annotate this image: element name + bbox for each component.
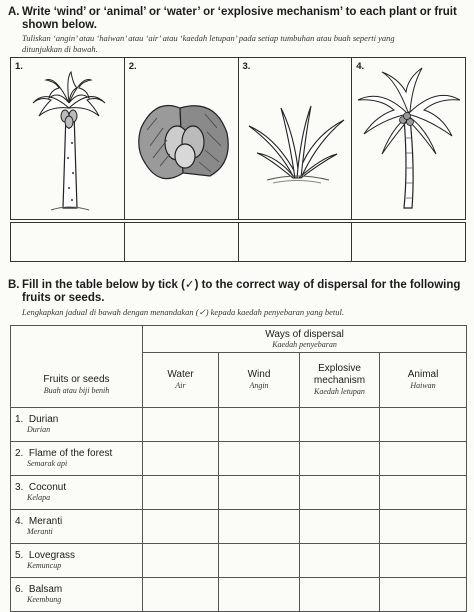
column-header-animal (380, 353, 467, 408)
column-header-label: Animal (407, 369, 439, 380)
dispersal-table (10, 325, 467, 612)
tick-cell-animal[interactable] (380, 442, 467, 476)
fruit-name-ms: Durian (27, 425, 51, 434)
picture-grid (10, 57, 466, 220)
fruit-cell (11, 544, 143, 578)
fruit-cell (11, 442, 143, 476)
section-a-title (8, 6, 468, 34)
papaya-tree-icon (11, 58, 125, 219)
table-row (11, 578, 467, 612)
section-b-letter: B. (8, 279, 20, 291)
picture-cell-4 (352, 58, 465, 219)
tick-cell-wind[interactable] (219, 442, 300, 476)
picture-cell-1 (11, 58, 125, 219)
picture-number: 3. (242, 61, 251, 72)
column-header-label: Water (167, 369, 194, 380)
grass-plant-icon (239, 58, 353, 219)
ways-header-ms: Kaedah penyebaran (272, 339, 337, 349)
coconut-palm-icon (352, 58, 466, 219)
section-a-instruction-malay (22, 33, 472, 55)
picture-number: 4. (356, 61, 365, 72)
section-a-sub-line2: ditunjukkan di bawah. (22, 44, 98, 54)
fruit-name: 1. Durian (15, 414, 59, 425)
tick-cell-water[interactable] (143, 510, 219, 544)
tick-cell-explosive[interactable] (300, 408, 380, 442)
tick-cell-water[interactable] (143, 442, 219, 476)
tick-cell-animal[interactable] (380, 544, 467, 578)
section-a-title-line1: Write ‘wind’ or ‘animal’ or ‘water’ or ‘explosive mechanism’ to each plant or fruit (22, 6, 457, 18)
fruits-header-en: Fruits or seeds (43, 373, 110, 385)
fruit-cell (11, 578, 143, 612)
fruit-cell (11, 408, 143, 442)
answer-box-3[interactable] (239, 223, 353, 261)
tick-cell-water[interactable] (143, 544, 219, 578)
fruit-name-ms: Kelapa (27, 493, 51, 502)
column-header-label-ms: Haiwan (410, 381, 436, 390)
table-row (11, 476, 467, 510)
table-row (11, 408, 467, 442)
column-header-label: Explosive mechanism (313, 363, 366, 386)
tick-cell-explosive[interactable] (300, 476, 380, 510)
fruit-name-ms: Meranti (27, 527, 53, 536)
tick-cell-wind[interactable] (219, 544, 300, 578)
column-header-explosive (300, 353, 380, 408)
section-a-sub-line1: Tuliskan ‘angin’ atau ‘haiwan’ atau ‘air’ atau ‘kaedah letupan’ pada setiap tumbuhan atau buah seperti yang (22, 33, 395, 43)
tick-cell-animal[interactable] (380, 578, 467, 612)
picture-cell-3 (239, 58, 353, 219)
tick-cell-wind[interactable] (219, 476, 300, 510)
answer-box-1[interactable] (11, 223, 125, 261)
fruit-name: 3. Coconut (15, 482, 67, 493)
tick-cell-wind[interactable] (219, 578, 300, 612)
tick-cell-water[interactable] (143, 408, 219, 442)
section-b-sub-line1: Lengkapkan jadual di bawah dengan menandakan (✓) kepada kaedah penyebaran yang betul. (22, 307, 345, 317)
fruit-cell (11, 476, 143, 510)
ways-header-en: Ways of dispersal (265, 328, 344, 340)
tick-cell-wind[interactable] (219, 510, 300, 544)
table-row (11, 510, 467, 544)
tick-cell-animal[interactable] (380, 510, 467, 544)
fruit-name: 6. Balsam (15, 584, 63, 595)
fruit-name: 5. Lovegrass (15, 550, 76, 561)
picture-cell-2 (125, 58, 239, 219)
section-a-letter: A. (8, 6, 20, 18)
section-b-title-line1: Fill in the table below by tick (✓) to the correct way of dispersal for the following (22, 279, 461, 291)
fruit-name: 2. Flame of the forest (15, 448, 113, 459)
column-header-label-ms: Angin (249, 381, 269, 390)
tick-cell-explosive[interactable] (300, 578, 380, 612)
split-fruit-icon (125, 58, 239, 219)
fruit-name: 4. Meranti (15, 516, 63, 527)
section-a-title-line2: shown below. (22, 19, 97, 31)
answer-box-4[interactable] (352, 223, 465, 261)
fruit-cell (11, 510, 143, 544)
picture-number: 2. (128, 61, 137, 72)
tick-cell-explosive[interactable] (300, 442, 380, 476)
table-row (11, 544, 467, 578)
tick-cell-animal[interactable] (380, 408, 467, 442)
fruits-header-ms: Buah atau biji benih (43, 385, 110, 395)
tick-cell-water[interactable] (143, 578, 219, 612)
tick-cell-water[interactable] (143, 476, 219, 510)
column-header-label-ms: Kaedah letupan (314, 387, 365, 396)
tick-cell-wind[interactable] (219, 408, 300, 442)
tick-cell-explosive[interactable] (300, 544, 380, 578)
fruit-name-ms: Semarak api (27, 459, 68, 468)
answer-row-a (10, 222, 466, 262)
section-b-title-line2: fruits or seeds. (22, 292, 105, 304)
column-header-label: Wind (247, 369, 271, 380)
column-header-water (143, 353, 219, 408)
section-b-instruction-malay (22, 307, 472, 318)
picture-number: 1. (15, 61, 23, 72)
table-row (11, 442, 467, 476)
ways-of-dispersal-header (143, 326, 467, 353)
column-header-wind (219, 353, 300, 408)
answer-box-2[interactable] (125, 223, 239, 261)
fruit-name-ms: Keembung (27, 595, 62, 604)
column-header-label-ms: Air (175, 381, 186, 390)
fruits-header-cell (11, 326, 143, 408)
section-b-title (8, 279, 468, 307)
tick-cell-animal[interactable] (380, 476, 467, 510)
tick-cell-explosive[interactable] (300, 510, 380, 544)
fruit-name-ms: Kemuncup (27, 561, 62, 570)
